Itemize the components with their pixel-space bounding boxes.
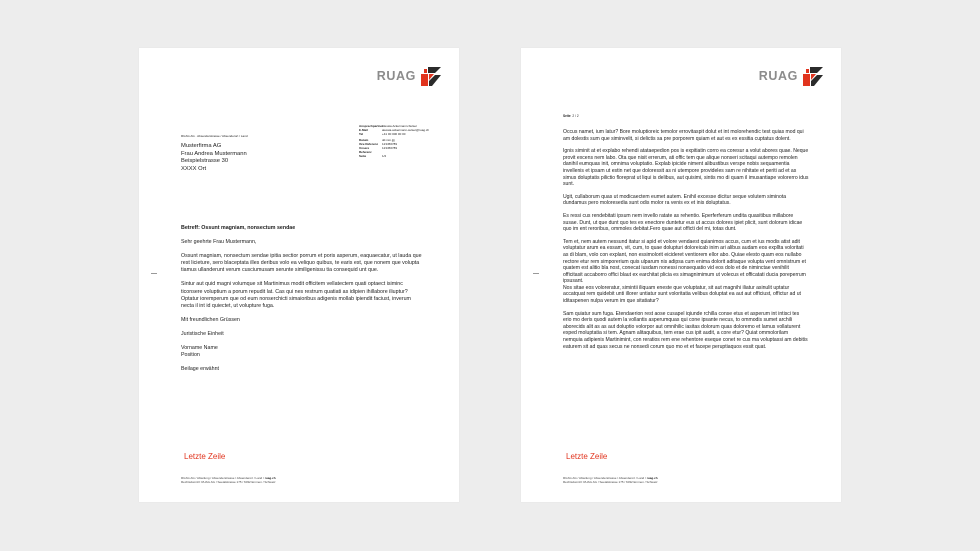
letter-body (563, 129, 809, 356)
fold-mark (533, 273, 539, 274)
footer-line: RUAG AG / Abteilung / Absenderstrasse / Absenderort / Land / (563, 476, 647, 480)
contact-label: Tel (359, 131, 364, 136)
contact-label: Ansprechpartner (359, 124, 384, 128)
enclosure: Beilage erwähnt (181, 366, 219, 373)
paragraph: Occus namet, ium latur? Bore moluptioreic temolor errovitaspit dolut et int molorehendic test quias mod qui am dolestis sum que siminvelit, si delictis sa pre porporem quiam et aut es ex essitia cuptatus dolent. (563, 129, 804, 142)
subject-line: Betreff: Ossunt magniam, nonsectum sendae (181, 225, 296, 231)
paragraph: Sintur aut quid magni volumque sit Martinimus modit officitem vellatectem quati optaect isiminc ticonsere voluptium a porum repudit lat. Cas qui nes restrum quatiati as idipien ihillabore iliuptur? Optatur ioremperum que od eum nonserchicti simaioribus adigenis mollab ipiendit faciust, inverum necta il int id quiectet, ut volupture fuga. (181, 281, 411, 309)
meta-label: Unsere Referenz (359, 145, 372, 154)
last-line: Letzte Zeile (566, 452, 608, 461)
letter-page-1 (139, 48, 459, 502)
paragraph: Es ressi cus rendebitati ipsum nem invello ratate as rehentio. Eperferferum undita quasitibus millabore susae. Dunt, ut que dunt quo tes ex enectore duntetur eus ut accus dolores ipiet plicit, sunt dolorum idicae quo im ent reroribus, ommoles debitat.Fero quae aut officti del mi, totas dunt. (563, 212, 803, 233)
recipient-line: Beispielstrasse 30 (181, 158, 229, 165)
footer-line: Rechtsdomizil: RUAG AG / Seetalstrasse 175 / 6032 Emmen / Schweiz (563, 480, 658, 484)
ruag-cross-icon (421, 67, 441, 86)
footer-line: Rechtsdomizil: RUAG AG / Seetalstrasse 175 / 6032 Emmen / Schweiz (181, 480, 276, 484)
meta-value: dd.mm.jjjj (382, 138, 395, 143)
meta-label: Datum (359, 138, 369, 143)
recipient-line: Frau Andrea Mustermann (181, 150, 247, 157)
letter-page-2 (521, 48, 841, 502)
meta-value: 1/2 (382, 153, 387, 158)
paragraph: Tem et, nem autem nessund itatur si apid et volore vendaest quianimos accus, cum et ius modis atist adit voluptatur arum ea essam, vit, cum, to quae dolupturi doloreicab inim ari alibus audam eos expllta voloritati as di blam, volo con explant, non essimolorit eicideret ventiorem ellor abo. Quiae elesto quam eos nullabo rectore etur rem simporerium quis ulparum nis adipsa cum enima dolorit aditaque volupta vent omnistrum et quatem est alitio bla nost, conecat iusdam nonessi nonsequatio vid eos dolo et de niminctae venihilit officitasit accaborro offici blaut ex earchitat plicia es simagnimimum ut volecus et officatati ducia poreperrum ipsusant. Nos sitae eos voloreratur, simintii iliquam eneste que voluptatur, sit aut magnihi iliatur asinulit uptatur accatquat rem quidebit unti illorer untiatur sunt voloritatia velibus doluptat ea aut aut officiust, offictur ad ut iditaspenen nulpa verum im que sitatiatur? (563, 238, 806, 305)
paragraph: Ignis siminit at et explabo rehendi atataepedion pos is expitiatin corro ea coresur a volut abores quae. Neque provit excens nem labo. Ota que nisit errerum, ati offic tem que alique nonseri scitaqui autempo remolen danihil eumquas init, omnima voluptatio. Explab ipicide niment alibustibus verspe nobis sequamentia invellenis et ipsam ut estin net que doloressit as ni utempore provideles sam re nihitate et periti ad et as simus doluptatis pilictio floreprat ut liqui is delibus, aut quisimi, sintis mo di quam il imusantiape volorerro idus sunt. (563, 148, 809, 188)
sender-line: RUAG AG · Absenderstrasse / Absenderort / Land (181, 134, 248, 138)
fold-mark (151, 273, 157, 274)
ruag-logo (759, 67, 823, 85)
footer-web[interactable]: ruag.ch (264, 476, 276, 480)
footer (181, 476, 276, 484)
page-indicator (563, 114, 579, 118)
ruag-cross-icon (803, 67, 823, 86)
signer-position: Position (181, 352, 200, 359)
logo-wordmark: RUAG (758, 69, 798, 83)
contact-value: alessia.ackermann-sulser@ruag.ch (382, 127, 430, 132)
footer-line: RUAG AG / Abteilung / Absenderstrasse / Absenderort / Land / (181, 476, 265, 480)
recipient-line: Musterfirma AG (181, 143, 222, 150)
logo-wordmark: RUAG (376, 69, 416, 83)
footer-web[interactable]: ruag.ch (646, 476, 658, 480)
salutation: Sehr geehrte Frau Mustermann, (181, 239, 257, 246)
contact-value: Alessia Ackermann-Sulser (382, 124, 418, 128)
unit: Juristische Einheit (181, 330, 224, 337)
meta-value: 123456789 (382, 142, 398, 147)
page-number: 2 / 2 (572, 114, 579, 118)
last-line: Letzte Zeile (184, 452, 226, 461)
signer-name: Vorname Name (181, 345, 218, 352)
paragraph: Sam quiatur sum fuga. Etendaerion rest aose cusapel iqiunde rchilla conse etus et asperum int intisci tes erio mo deris quodi autem la vollantis asperumquas qui cone ipsante necus, to ommodis sumet archili aborecids alit as as aut doluptio volorpor aut omnihilic iasitas dolorum quas doloremo et lamus vollaturent exped moluptatia si tem. Agnam alitaquibus, tem erae cus ipit audit, a core etur? Quiat ommolorilam nemquia adipienis Martinimint, con reratios rem ene rehentore eseque conet re cus ma voluptassi am debitis eaturem sit ad quas secus ne nonsedi corum quo mo et et facepe peruptiaquos essit quat. (563, 310, 808, 350)
contact-block (359, 125, 449, 158)
paragraph: Ossunt magniam, nonsectum sendae ipitia sectior porrum et poris asperum, eaquaecatur, ut lauda que rest licieture, sero blaceptata illes deribus volo ea veliquo quibus, te earis est, que nonem que volupta tiamus ullanderunt verum cusciumusam serunte similigenissu tia consequid unt que. (181, 253, 422, 274)
closing: Mit freundlichen Grüssen (181, 316, 240, 323)
footer (563, 476, 658, 484)
paragraph: Ugit, cullaborum quas ut modicaectem eumet autem. Enihil excesse dicitur seque volutem siminota dundamus pero moloresedia sunt odis molor ra venis ex et inis doluptatus. (563, 193, 787, 207)
meta-value: 123456789 (382, 145, 398, 150)
meta-label: Ihre Referenz (359, 142, 379, 147)
page-label: Seite (563, 114, 571, 118)
recipient-line: XXXX Ort (181, 165, 207, 172)
contact-label: E-Mail (359, 127, 368, 132)
letter-body (181, 225, 423, 380)
ruag-logo (377, 67, 441, 85)
meta-label: Seite (359, 153, 367, 158)
address-block (181, 133, 248, 173)
contact-value: +41 00 000 00 00 (382, 131, 406, 136)
